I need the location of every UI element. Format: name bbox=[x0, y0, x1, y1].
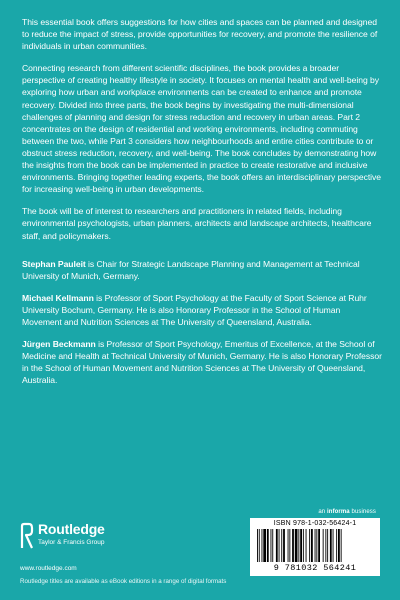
publisher-url[interactable]: www.routledge.com bbox=[20, 565, 77, 572]
routledge-logo-icon bbox=[20, 522, 34, 550]
informa-brand: informa bbox=[327, 509, 350, 515]
author-bio-kellmann bbox=[22, 292, 382, 328]
author-name: Jürgen Beckmann bbox=[22, 339, 96, 350]
barcode-digits: 9 781032 564241 bbox=[273, 563, 357, 573]
author-name: Michael Kellmann bbox=[22, 292, 94, 303]
publisher-name: Routledge bbox=[38, 521, 105, 537]
blurb-paragraph-2: Connecting research from different scientific disciplines, the book provides a broader perspective of creating healthy lifestyle in society. It focuses on mental health and well-being by exploring how urban and workplace environments can be created to enhance and promote recovery. Divided into three parts, the book begins by investigating the multi-dimensional challenges of planning and design for stress reduction and recovery in urban areas. Part 2 concentrates on the design of residential and working environments, including commuting between the two, while Part 3 considers how neighbourhoods and entire cities contribute to or obstruct stress reduction, recovery, and well-being. The book concludes by demonstrating how the insights from the book can be implemented in practice to create restorative and inclusive environments. Bringing together leading experts, the book offers an interdisciplinary perspective for increasing well-being in urban developments. bbox=[22, 63, 382, 195]
isbn-barcode bbox=[250, 518, 380, 576]
author-bio-beckmann bbox=[22, 338, 382, 386]
blurb-paragraph-1: This essential book offers suggestions for how cities and spaces can be planned and designed to reduce the impact of stress, provide opportunities for recovery, and promote the resilience of individuals in urban communities. bbox=[22, 17, 378, 52]
ebook-footnote: Routledge titles are available as eBook editions in a range of digital formats bbox=[20, 578, 227, 585]
blurb-paragraph-3: The book will be of interest to researchers and practitioners in related fields, including environmental psychologists, urban planners, architects and landscape architects, healthcare staff, and policymakers. bbox=[22, 206, 372, 241]
author-bio-pauleit bbox=[22, 258, 382, 282]
author-name: Stephan Pauleit bbox=[22, 258, 86, 269]
informa-prefix: an bbox=[318, 509, 326, 515]
publisher-group: Taylor & Francis Group bbox=[38, 539, 105, 546]
informa-suffix: business bbox=[351, 509, 376, 515]
isbn-label: ISBN 978-1-032-56424-1 bbox=[273, 520, 357, 527]
barcode-bars bbox=[256, 529, 374, 562]
author-bio-text: is Professor of Sport Psychology, Emeritus of Excellence, at the School of Medicine and Health at Technical University of Munich, Germany. He is also Honorary Professor in the School of Human Movement and Nutrition Sciences at The University of Queensland, Australia. bbox=[22, 339, 382, 386]
publisher-logo bbox=[20, 520, 140, 560]
author-bio-text: is Chair for Strategic Landscape Planning and Management at Technical University of Munich, Germany. bbox=[22, 258, 360, 281]
back-cover-blurb bbox=[22, 16, 382, 396]
author-bio-text: is Professor of Sport Psychology at the Faculty of Sport Science at Ruhr University Bochum, Germany. He is also Honorary Professor in the School of Human Movement and Nutrition Sciences at The University of Queensland, Australia. bbox=[22, 292, 367, 327]
informa-tagline bbox=[318, 509, 376, 515]
